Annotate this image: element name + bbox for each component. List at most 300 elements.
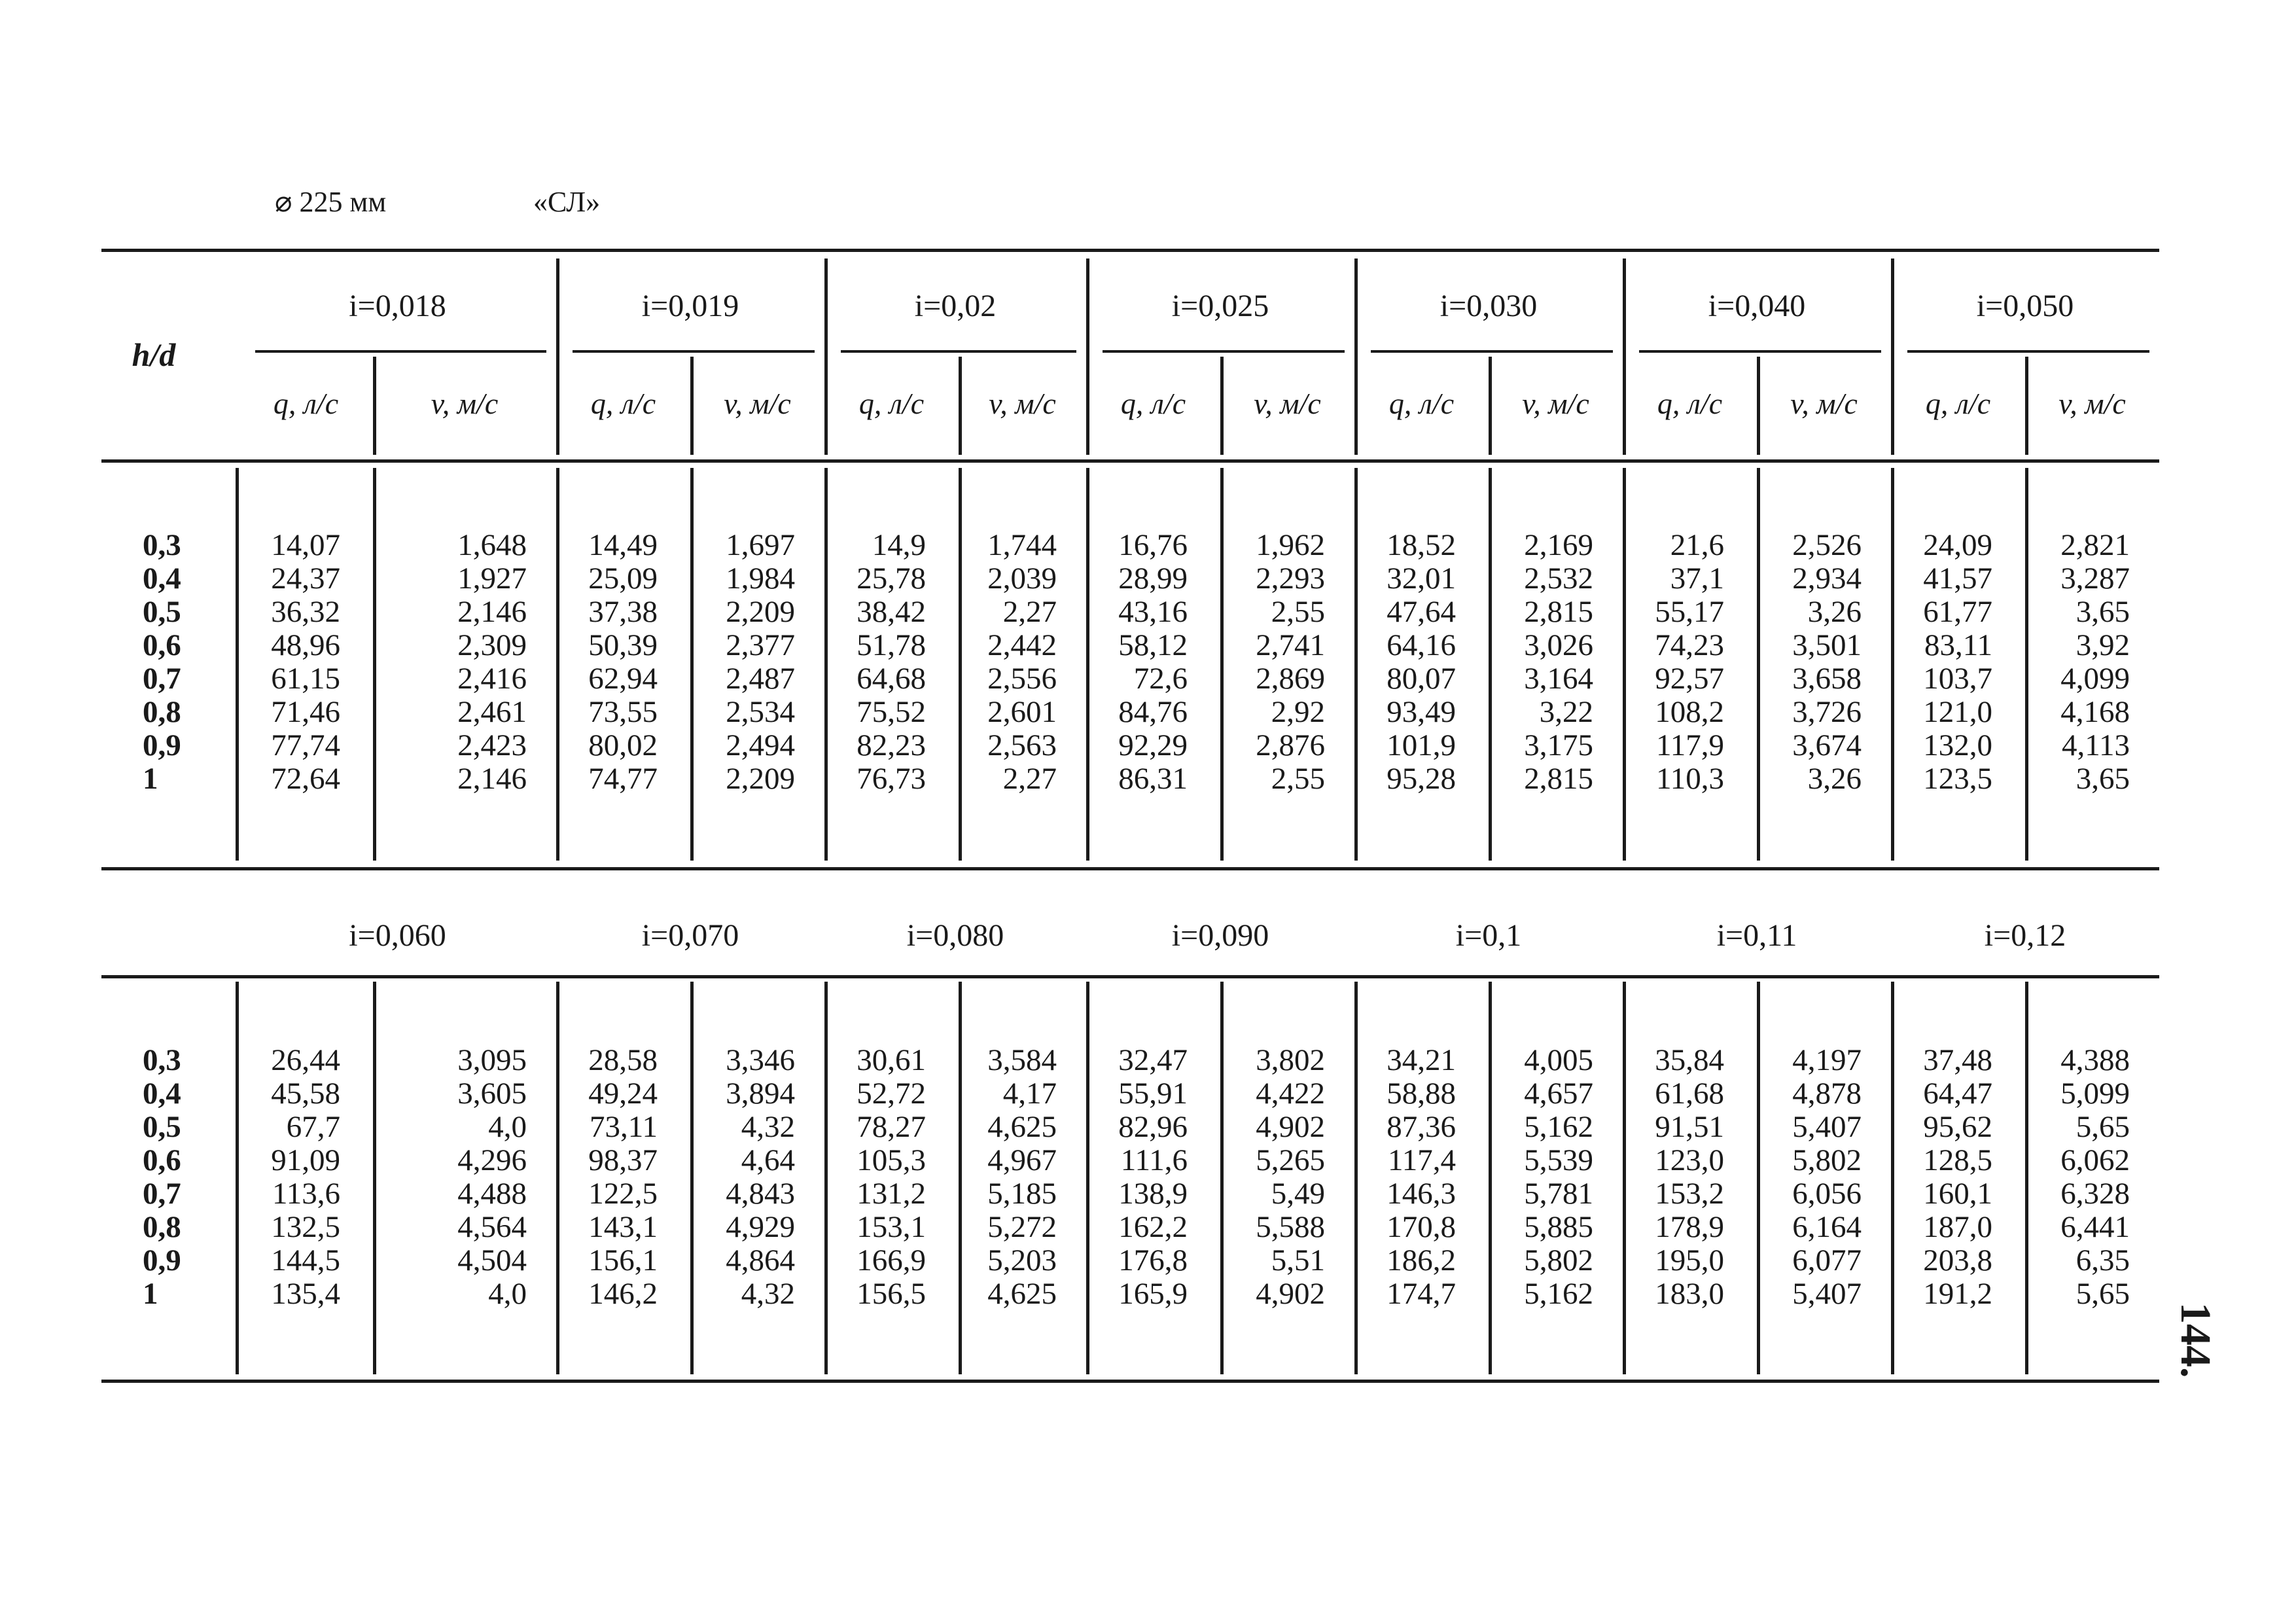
table1-group-label: i=0,02 <box>914 289 997 323</box>
table-cell-v: 2,146 <box>457 595 527 629</box>
table-cell-v: 4,099 <box>2060 662 2130 696</box>
hd-value: 0,3 <box>143 1043 181 1077</box>
table-cell-q: 37,1 <box>1670 562 1724 596</box>
table-cell-q: 117,4 <box>1387 1143 1456 1177</box>
table-cell-v: 5,407 <box>1792 1110 1862 1144</box>
table-cell-v: 2,821 <box>2060 528 2130 562</box>
table-cell-q: 71,46 <box>271 695 340 729</box>
table-cell-q: 26,44 <box>271 1043 340 1077</box>
table-cell-v: 4,005 <box>1524 1043 1593 1077</box>
table-cell-v: 2,55 <box>1271 595 1325 629</box>
table-cell-q: 30,61 <box>857 1043 926 1077</box>
table-cell-v: 2,532 <box>1524 562 1593 596</box>
table-cell-v: 3,658 <box>1792 662 1862 696</box>
table-cell-v: 2,494 <box>726 728 795 762</box>
q-column <box>1891 529 1992 796</box>
table1-group-rule <box>255 350 546 353</box>
table-cell-v: 4,564 <box>457 1210 527 1244</box>
table-cell-q: 61,68 <box>1655 1077 1724 1111</box>
table-cell-q: 183,0 <box>1655 1277 1724 1311</box>
table-cell-v: 4,488 <box>457 1177 527 1211</box>
table2-header-rule <box>101 975 2159 978</box>
table-cell-q: 58,88 <box>1386 1077 1456 1111</box>
table-cell-q: 121,0 <box>1923 695 1992 729</box>
table1-bottom-rule <box>101 867 2159 870</box>
table-cell-q: 58,12 <box>1118 628 1188 662</box>
table-cell-v: 6,062 <box>2060 1143 2130 1177</box>
hd-value: 0,9 <box>143 1243 181 1277</box>
table-cell-q: 122,5 <box>588 1177 658 1211</box>
q-column <box>1623 1044 1724 1311</box>
table-cell-v: 5,781 <box>1524 1177 1593 1211</box>
table-cell-q: 64,16 <box>1386 628 1456 662</box>
table1-group-rule <box>1371 350 1613 353</box>
table-cell-v: 1,962 <box>1256 528 1325 562</box>
q-column <box>556 529 658 796</box>
table-cell-q: 156,1 <box>588 1243 658 1277</box>
table-cell-q: 48,96 <box>271 628 340 662</box>
q-column <box>239 529 340 796</box>
table-cell-v: 2,039 <box>987 562 1057 596</box>
table-cell-v: 2,934 <box>1792 562 1862 596</box>
table-cell-v: 5,65 <box>2075 1110 2130 1144</box>
table-cell-v: 4,657 <box>1524 1077 1593 1111</box>
table-cell-v: 6,164 <box>1792 1210 1862 1244</box>
q-header: q, л/с <box>1120 387 1186 420</box>
table-cell-v: 3,095 <box>457 1043 527 1077</box>
v-header: v, м/с <box>1254 387 1321 420</box>
table1-group-rule <box>573 350 815 353</box>
table-cell-v: 4,32 <box>741 1277 795 1311</box>
table-cell-v: 3,65 <box>2075 595 2130 629</box>
table-cell-v: 4,197 <box>1792 1043 1862 1077</box>
table-cell-v: 5,162 <box>1524 1277 1593 1311</box>
table2-group-label: i=0,1 <box>1455 918 1522 953</box>
v-header: v, м/с <box>724 387 791 420</box>
table-cell-q: 132,5 <box>271 1210 340 1244</box>
table-cell-v: 4,422 <box>1256 1077 1325 1111</box>
table-cell-v: 2,461 <box>457 695 527 729</box>
table-cell-q: 74,23 <box>1655 628 1724 662</box>
table-cell-q: 18,52 <box>1386 528 1456 562</box>
header-split-rule <box>1757 357 1760 455</box>
table-cell-v: 2,309 <box>457 628 527 662</box>
table-cell-v: 2,209 <box>726 595 795 629</box>
table-cell-v: 1,744 <box>987 528 1057 562</box>
table-cell-v: 3,65 <box>2075 762 2130 796</box>
table-cell-q: 25,78 <box>857 562 926 596</box>
table-cell-v: 3,164 <box>1524 662 1593 696</box>
table-cell-v: 1,648 <box>457 528 527 562</box>
table-cell-q: 16,76 <box>1118 528 1188 562</box>
v-column <box>690 1044 795 1311</box>
table-cell-v: 4,17 <box>1002 1077 1057 1111</box>
table2-group-label: i=0,070 <box>641 918 739 953</box>
table-cell-v: 1,984 <box>726 562 795 596</box>
table-cell-q: 25,09 <box>588 562 658 596</box>
hd-value: 1 <box>143 762 158 796</box>
table-cell-v: 3,674 <box>1792 728 1862 762</box>
table-cell-v: 4,64 <box>741 1143 795 1177</box>
table-cell-v: 3,26 <box>1807 595 1862 629</box>
v-column <box>1757 1044 1862 1311</box>
table-cell-v: 6,077 <box>1792 1243 1862 1277</box>
table-cell-v: 2,209 <box>726 762 795 796</box>
q-column <box>1086 529 1188 796</box>
table-cell-q: 62,94 <box>588 662 658 696</box>
table-cell-v: 3,22 <box>1539 695 1593 729</box>
table-cell-v: 4,902 <box>1256 1277 1325 1311</box>
table-cell-v: 3,026 <box>1524 628 1593 662</box>
q-column <box>1086 1044 1188 1311</box>
table-cell-v: 5,099 <box>2060 1077 2130 1111</box>
table-cell-v: 2,526 <box>1792 528 1862 562</box>
v-header: v, м/с <box>431 387 499 420</box>
table-cell-q: 50,39 <box>588 628 658 662</box>
table-cell-v: 5,162 <box>1524 1110 1593 1144</box>
table-cell-q: 144,5 <box>271 1243 340 1277</box>
table-cell-v: 4,625 <box>987 1110 1057 1144</box>
table-cell-v: 1,697 <box>726 528 795 562</box>
table-cell-q: 80,02 <box>588 728 658 762</box>
table-cell-q: 92,29 <box>1118 728 1188 762</box>
table-cell-q: 108,2 <box>1655 695 1724 729</box>
caption-material: «СЛ» <box>533 186 601 218</box>
q-column <box>239 1044 340 1311</box>
table-cell-q: 153,1 <box>857 1210 926 1244</box>
table-cell-q: 92,57 <box>1655 662 1724 696</box>
table-cell-q: 47,64 <box>1386 595 1456 629</box>
v-header: v, м/с <box>2058 387 2126 420</box>
table-cell-v: 5,203 <box>987 1243 1057 1277</box>
table-cell-v: 5,802 <box>1524 1243 1593 1277</box>
hd-value: 0,9 <box>143 728 181 762</box>
header-split-rule <box>2025 357 2028 455</box>
table-cell-q: 146,2 <box>588 1277 658 1311</box>
table-cell-q: 73,11 <box>589 1110 658 1144</box>
table-cell-v: 2,563 <box>987 728 1057 762</box>
table-cell-v: 2,55 <box>1271 762 1325 796</box>
table-cell-q: 160,1 <box>1923 1177 1992 1211</box>
hd-value: 0,5 <box>143 1110 181 1144</box>
table-cell-v: 5,407 <box>1792 1277 1862 1311</box>
table-cell-q: 162,2 <box>1118 1210 1188 1244</box>
table1-hd-column <box>143 529 215 796</box>
table-cell-q: 24,37 <box>271 562 340 596</box>
table-cell-q: 36,32 <box>271 595 340 629</box>
header-split-rule <box>373 357 376 455</box>
table-cell-q: 43,16 <box>1118 595 1188 629</box>
table-cell-q: 34,21 <box>1386 1043 1456 1077</box>
table-cell-q: 131,2 <box>857 1177 926 1211</box>
header-split-rule <box>1220 357 1224 455</box>
table-cell-v: 3,584 <box>987 1043 1057 1077</box>
table-cell-v: 5,185 <box>987 1177 1057 1211</box>
q-column <box>556 1044 658 1311</box>
table-cell-q: 165,9 <box>1118 1277 1188 1311</box>
header-group-rule <box>1891 259 1894 455</box>
table-cell-q: 91,09 <box>271 1143 340 1177</box>
table-cell-q: 73,55 <box>588 695 658 729</box>
table-cell-v: 2,876 <box>1256 728 1325 762</box>
table-cell-v: 2,601 <box>987 695 1057 729</box>
table1-group-label: i=0,050 <box>1976 289 2074 323</box>
table-cell-q: 38,42 <box>857 595 926 629</box>
table-cell-v: 3,346 <box>726 1043 795 1077</box>
table1-top-rule <box>101 249 2159 252</box>
v-column <box>690 529 795 796</box>
table-cell-q: 74,77 <box>588 762 658 796</box>
q-header: q, л/с <box>1925 387 1991 420</box>
v-column <box>1489 1044 1593 1311</box>
table-cell-v: 2,487 <box>726 662 795 696</box>
table1-group-label: i=0,018 <box>349 289 446 323</box>
table1-group-label: i=0,025 <box>1171 289 1269 323</box>
table-cell-q: 176,8 <box>1118 1243 1188 1277</box>
table-cell-v: 2,556 <box>987 662 1057 696</box>
table-cell-q: 52,72 <box>857 1077 926 1111</box>
table-cell-v: 3,287 <box>2060 562 2130 596</box>
header-group-rule <box>1354 259 1358 455</box>
table-cell-q: 28,58 <box>588 1043 658 1077</box>
table1-row-header: h/d <box>132 336 176 373</box>
table2-bottom-rule <box>101 1380 2159 1383</box>
table-cell-q: 32,01 <box>1386 562 1456 596</box>
q-header: q, л/с <box>273 387 339 420</box>
hd-value: 0,8 <box>143 1210 181 1244</box>
table-cell-q: 187,0 <box>1923 1210 1992 1244</box>
table-cell-q: 138,9 <box>1118 1177 1188 1211</box>
table-cell-q: 86,31 <box>1118 762 1188 796</box>
table-cell-v: 2,741 <box>1256 628 1325 662</box>
q-header: q, л/с <box>590 387 656 420</box>
v-column <box>2025 529 2130 796</box>
header-group-rule <box>556 259 559 455</box>
v-column <box>1220 529 1325 796</box>
v-column <box>1220 1044 1325 1311</box>
table-cell-q: 37,38 <box>588 595 658 629</box>
q-column <box>1354 529 1456 796</box>
table-cell-v: 2,169 <box>1524 528 1593 562</box>
table2-group-label: i=0,080 <box>906 918 1004 953</box>
table-cell-q: 76,73 <box>857 762 926 796</box>
table-cell-q: 153,2 <box>1655 1177 1724 1211</box>
table-cell-q: 77,74 <box>271 728 340 762</box>
table-cell-q: 101,9 <box>1386 728 1456 762</box>
q-header: q, л/с <box>858 387 925 420</box>
table-cell-v: 5,65 <box>2075 1277 2130 1311</box>
table-cell-v: 2,869 <box>1256 662 1325 696</box>
table-cell-q: 113,6 <box>272 1177 340 1211</box>
table-cell-q: 95,62 <box>1923 1110 1992 1144</box>
table-cell-q: 132,0 <box>1923 728 1992 762</box>
table1-group-label: i=0,040 <box>1708 289 1806 323</box>
q-column <box>824 1044 926 1311</box>
table-cell-v: 2,416 <box>457 662 527 696</box>
table-cell-q: 49,24 <box>588 1077 658 1111</box>
table-cell-v: 3,726 <box>1792 695 1862 729</box>
table-cell-q: 91,51 <box>1655 1110 1724 1144</box>
table-cell-v: 5,539 <box>1524 1143 1593 1177</box>
table-cell-v: 4,902 <box>1256 1110 1325 1144</box>
table-cell-v: 3,501 <box>1792 628 1862 662</box>
q-column <box>1354 1044 1456 1311</box>
table-cell-v: 4,0 <box>488 1110 527 1144</box>
v-header: v, м/с <box>1522 387 1589 420</box>
table-cell-v: 5,802 <box>1792 1143 1862 1177</box>
q-header: q, л/с <box>1657 387 1723 420</box>
table-cell-q: 64,68 <box>857 662 926 696</box>
table-cell-q: 72,64 <box>271 762 340 796</box>
table-cell-v: 2,534 <box>726 695 795 729</box>
table-cell-q: 78,27 <box>857 1110 926 1144</box>
table-cell-q: 51,78 <box>857 628 926 662</box>
table-cell-q: 87,36 <box>1386 1110 1456 1144</box>
hd-value: 0,6 <box>143 1143 181 1177</box>
table-cell-q: 67,7 <box>286 1110 340 1144</box>
table-cell-q: 170,8 <box>1386 1210 1456 1244</box>
table-cell-v: 2,27 <box>1002 595 1057 629</box>
table-cell-q: 14,07 <box>271 528 340 562</box>
hd-value: 0,4 <box>143 1077 181 1111</box>
table2-group-label: i=0,11 <box>1716 918 1797 953</box>
table-cell-v: 2,27 <box>1002 762 1057 796</box>
hd-value: 0,3 <box>143 528 181 562</box>
v-column <box>1489 529 1593 796</box>
table-cell-v: 2,92 <box>1271 695 1325 729</box>
table-cell-v: 6,35 <box>2075 1243 2130 1277</box>
table-cell-q: 32,47 <box>1118 1043 1188 1077</box>
hd-value: 0,5 <box>143 595 181 629</box>
table-cell-q: 14,9 <box>872 528 926 562</box>
table-cell-q: 178,9 <box>1655 1210 1724 1244</box>
table-cell-q: 123,0 <box>1655 1143 1724 1177</box>
table2-group-label: i=0,090 <box>1171 918 1269 953</box>
table1-group-rule <box>1907 350 2149 353</box>
table2-group-label: i=0,060 <box>349 918 446 953</box>
table-cell-q: 117,9 <box>1655 728 1724 762</box>
caption-diameter: ⌀ 225 мм <box>275 186 387 218</box>
table-cell-v: 4,113 <box>2061 728 2130 762</box>
table-cell-v: 1,927 <box>457 562 527 596</box>
table-cell-q: 64,47 <box>1923 1077 1992 1111</box>
table-cell-q: 143,1 <box>588 1210 658 1244</box>
table-cell-q: 45,58 <box>271 1077 340 1111</box>
table-cell-v: 2,815 <box>1524 595 1593 629</box>
table-cell-q: 35,84 <box>1655 1043 1724 1077</box>
table-cell-q: 98,37 <box>588 1143 658 1177</box>
table-cell-v: 2,442 <box>987 628 1057 662</box>
q-column <box>1891 1044 1992 1311</box>
header-group-rule <box>1623 259 1626 455</box>
table1-group-rule <box>841 350 1076 353</box>
q-header: q, л/с <box>1388 387 1455 420</box>
table-cell-q: 28,99 <box>1118 562 1188 596</box>
table-cell-q: 61,15 <box>271 662 340 696</box>
table1-header-rule <box>101 459 2159 463</box>
v-column <box>959 529 1057 796</box>
table-cell-q: 55,17 <box>1655 595 1724 629</box>
hd-value: 0,7 <box>143 662 181 696</box>
table-cell-v: 4,168 <box>2060 695 2130 729</box>
table-cell-v: 4,504 <box>457 1243 527 1277</box>
v-column <box>373 1044 527 1311</box>
hd-value: 0,4 <box>143 562 181 596</box>
table-cell-v: 2,146 <box>457 762 527 796</box>
table-cell-q: 84,76 <box>1118 695 1188 729</box>
table-cell-q: 156,5 <box>857 1277 926 1311</box>
table-cell-q: 61,77 <box>1923 595 1992 629</box>
table-cell-q: 111,6 <box>1120 1143 1188 1177</box>
table-cell-v: 4,296 <box>457 1143 527 1177</box>
table-cell-v: 3,802 <box>1256 1043 1325 1077</box>
page-number: 144. <box>2172 1302 2219 1378</box>
q-column <box>824 529 926 796</box>
table-cell-v: 3,26 <box>1807 762 1862 796</box>
table1-group-rule <box>1103 350 1345 353</box>
table-cell-q: 105,3 <box>857 1143 926 1177</box>
table-cell-v: 2,377 <box>726 628 795 662</box>
table-cell-v: 3,605 <box>457 1077 527 1111</box>
table2-hd-column <box>143 1044 215 1311</box>
table-cell-v: 6,441 <box>2060 1210 2130 1244</box>
table-cell-v: 4,967 <box>987 1143 1057 1177</box>
table-cell-v: 3,175 <box>1524 728 1593 762</box>
table1-group-rule <box>1639 350 1881 353</box>
table-cell-q: 135,4 <box>271 1277 340 1311</box>
table-cell-v: 5,51 <box>1271 1243 1325 1277</box>
hd-value: 0,8 <box>143 695 181 729</box>
table-cell-v: 4,0 <box>488 1277 527 1311</box>
table-cell-q: 123,5 <box>1923 762 1992 796</box>
header-split-rule <box>959 357 962 455</box>
table-cell-v: 4,929 <box>726 1210 795 1244</box>
table-cell-q: 203,8 <box>1923 1243 1992 1277</box>
table-cell-v: 2,815 <box>1524 762 1593 796</box>
table-cell-q: 80,07 <box>1386 662 1456 696</box>
header-group-rule <box>1086 259 1089 455</box>
hd-value: 0,6 <box>143 628 181 662</box>
table-cell-v: 4,32 <box>741 1110 795 1144</box>
hd-value: 1 <box>143 1277 158 1311</box>
table-cell-q: 93,49 <box>1386 695 1456 729</box>
table-cell-q: 186,2 <box>1386 1243 1456 1277</box>
table-cell-q: 72,6 <box>1133 662 1188 696</box>
table-cell-q: 83,11 <box>1924 628 1992 662</box>
table-cell-v: 5,588 <box>1256 1210 1325 1244</box>
table-cell-q: 103,7 <box>1923 662 1992 696</box>
table-cell-q: 174,7 <box>1386 1277 1456 1311</box>
table-cell-v: 4,843 <box>726 1177 795 1211</box>
table-cell-v: 4,388 <box>2060 1043 2130 1077</box>
table-cell-v: 5,885 <box>1524 1210 1593 1244</box>
table-cell-v: 3,894 <box>726 1077 795 1111</box>
table-cell-q: 37,48 <box>1923 1043 1992 1077</box>
v-column <box>1757 529 1862 796</box>
table-cell-q: 24,09 <box>1923 528 1992 562</box>
table-cell-q: 95,28 <box>1386 762 1456 796</box>
table2-group-label: i=0,12 <box>1984 918 2066 953</box>
table-cell-v: 2,423 <box>457 728 527 762</box>
v-header: v, м/с <box>1790 387 1858 420</box>
hd-value: 0,7 <box>143 1177 181 1211</box>
table-cell-v: 6,328 <box>2060 1177 2130 1211</box>
table-cell-v: 6,056 <box>1792 1177 1862 1211</box>
v-column <box>959 1044 1057 1311</box>
table-cell-v: 5,272 <box>987 1210 1057 1244</box>
table-cell-v: 4,864 <box>726 1243 795 1277</box>
table-cell-v: 2,293 <box>1256 562 1325 596</box>
